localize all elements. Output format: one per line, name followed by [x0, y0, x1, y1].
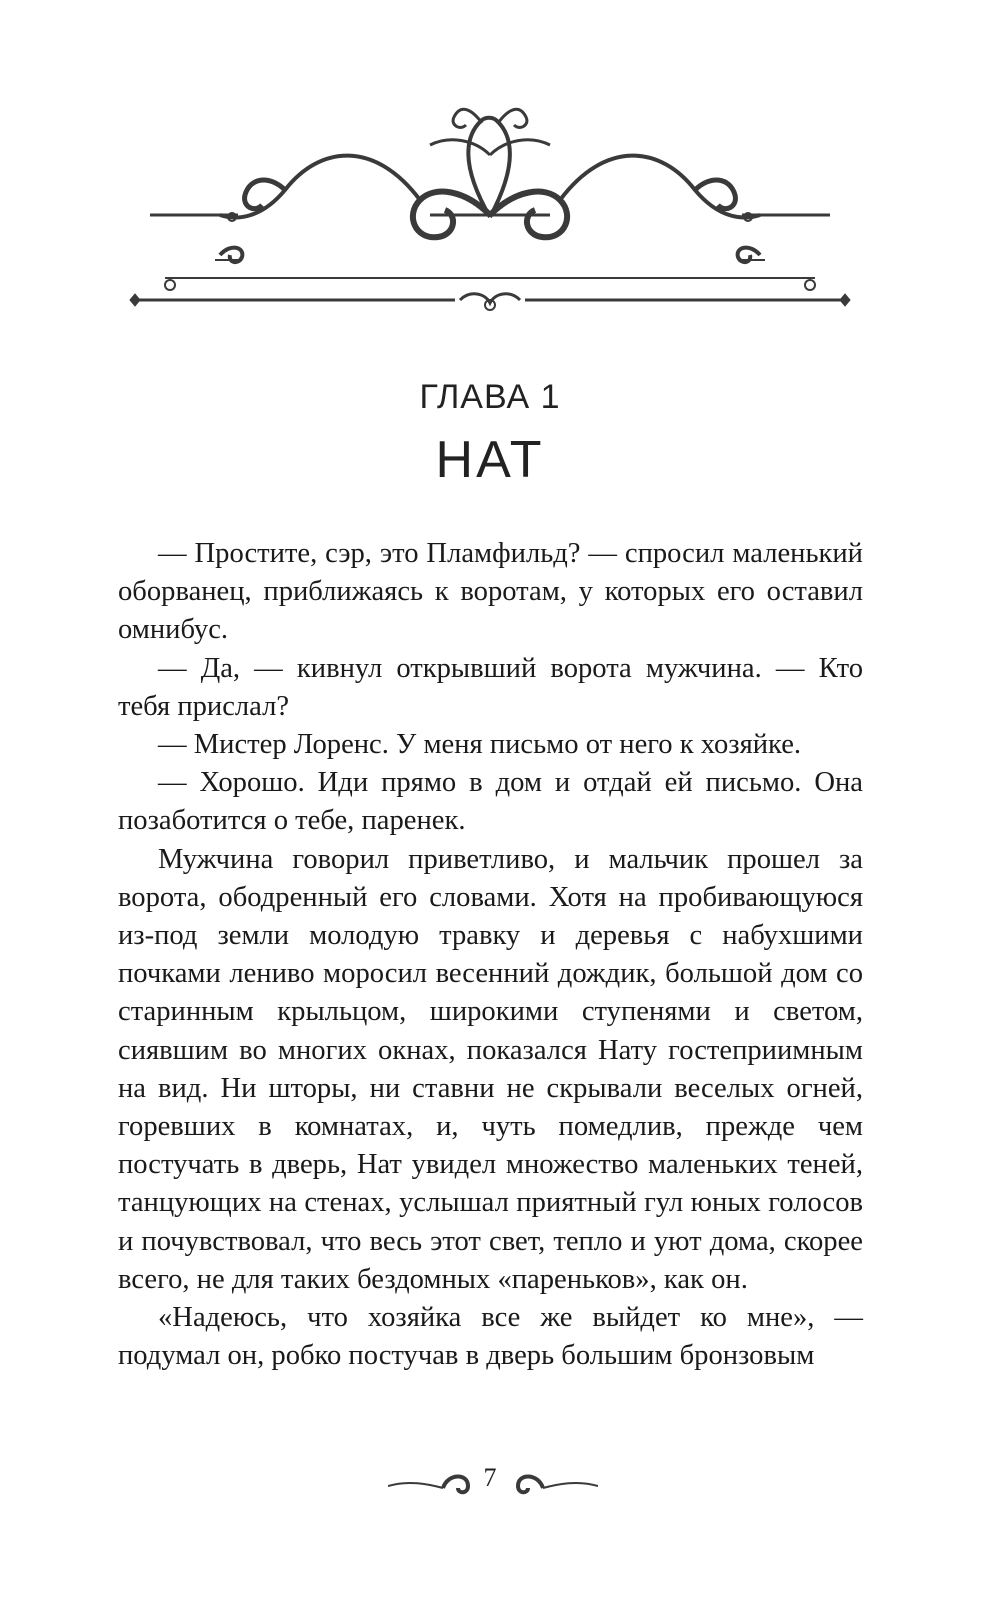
paragraph: — Хорошо. Иди прямо в дом и отдай ей письмо. Она позаботится о тебе, паренек. [118, 767, 863, 837]
body-text [118, 535, 863, 1375]
chapter-title: НАТ [435, 431, 545, 489]
paragraph: «Надеюсь, что хозяйка все же выйдет ко мне», — подумал он, робко постучав в дверь большим бронзовым [118, 1302, 863, 1372]
paragraph: — Мистер Лоренс. У меня письмо от него к хозяйке. [158, 729, 802, 761]
paragraph: — Да, — кивнул открывший ворота мужчина. — Кто тебя прислал? [118, 652, 863, 722]
ornament-border-lines [130, 278, 850, 310]
chapter-label: ГЛАВА 1 [419, 378, 561, 416]
header-ornament [120, 95, 860, 320]
paragraph: Мужчина говорил приветливо, и мальчик прошел за ворота, ободренный его словами. Хотя на пробивающуюся из-под земли молодую травку и деревья с набухшими почками лениво моросил весенний дождик, большой дом со старинным крыльцом, широкими ступенями и светом, сиявшим во многих окнах, показался Нату гостеприимным на вид. Ни шторы, ни ставни не скрывали веселых огней, горевших в комнатах, и, чуть помедлив, прежде чем постучать в дверь, Нат увидел множество маленьких теней, танцующих на стенах, услышал приятный гул юных голосов и почувствовал, что весь этот свет, тепло и уют дома, скорее всего, не для таких бездомных «пареньков», как он. [118, 843, 863, 1295]
ornament-center-scroll [413, 109, 567, 237]
ornament-small-spirals [215, 248, 765, 262]
page-number: 7 [483, 1463, 497, 1492]
paragraph: — Простите, сэр, это Пламфильд? — спросил маленький оборванец, приближаясь к воротам, у которых его оставил омнибус. [118, 538, 863, 646]
